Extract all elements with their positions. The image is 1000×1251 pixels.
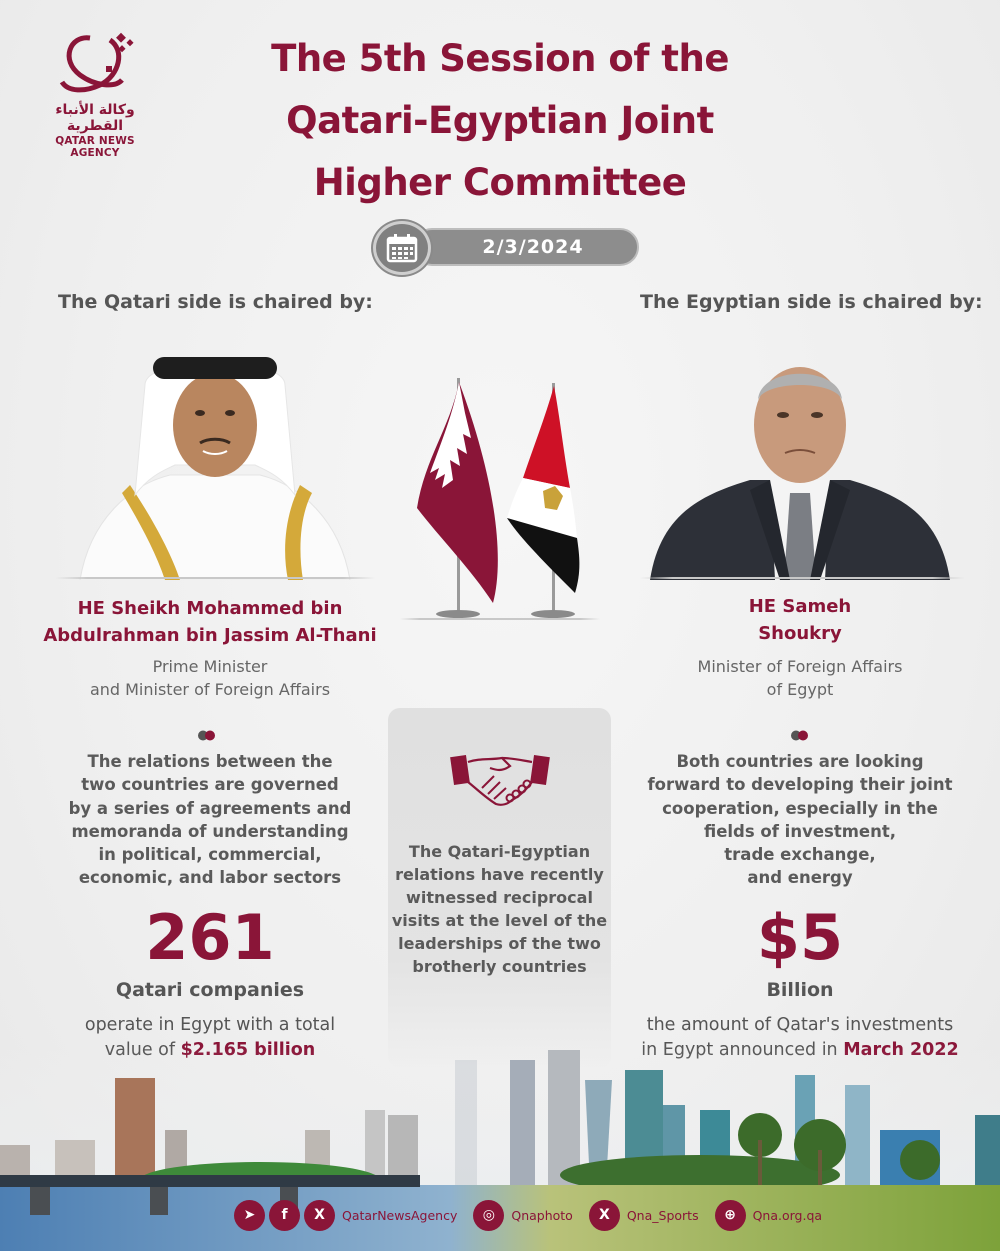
para-line: Both countries are looking	[676, 752, 924, 771]
name-line: HE Sheikh Mohammed bin	[77, 598, 343, 619]
divider	[640, 577, 965, 579]
relations-paragraph	[388, 840, 611, 978]
x-icon[interactable]: X	[304, 1200, 335, 1231]
date-badge	[373, 221, 641, 275]
divider	[400, 618, 600, 620]
egyptian-side-label: The Egyptian side is chaired by:	[640, 291, 983, 313]
divider	[55, 577, 375, 579]
stat-desc-line: operate in Egypt with a total	[84, 1015, 336, 1035]
page-title	[230, 28, 770, 214]
para-line: cooperation, especially in the	[662, 798, 938, 818]
title-line: Higher Committee	[313, 161, 687, 204]
para-line: two countries are governed	[81, 775, 339, 795]
para-line: by a series of agreements and	[68, 798, 352, 818]
para-line: trade exchange,	[724, 845, 876, 865]
egyptian-paragraph	[640, 750, 960, 890]
qatari-chair-name	[30, 595, 390, 649]
para-line: The relations between the	[87, 752, 333, 771]
para-line: relations have recently	[395, 865, 604, 884]
role-line: Prime Minister	[152, 657, 268, 676]
title-line: The 5th Session of the	[271, 37, 729, 80]
para-line: The Qatari-Egyptian	[408, 842, 591, 861]
facebook-icon[interactable]: f	[269, 1200, 300, 1231]
name-line: Shoukry	[758, 623, 842, 644]
brand-arabic-name: وكالة الأنباء القطرية	[55, 102, 135, 134]
role-line: of Egypt	[766, 680, 834, 699]
egyptian-chair-name	[630, 593, 970, 647]
date-text: 2/3/2024	[413, 228, 639, 266]
qatari-side-label: The Qatari side is chaired by:	[58, 291, 373, 313]
para-line: leaderships of the two	[398, 934, 601, 953]
brand-english-name: QATAR NEWS AGENCY	[55, 135, 135, 159]
stat-desc-line: the amount of Qatar's investments	[646, 1015, 954, 1035]
egyptian-fm-portrait	[640, 345, 960, 580]
para-line: memoranda of understanding	[71, 821, 349, 841]
qatari-pm-portrait	[50, 345, 380, 580]
para-line: forward to developing their joint	[647, 775, 953, 795]
qatari-paragraph	[60, 750, 360, 890]
title-line: Qatari-Egyptian Joint	[286, 99, 714, 142]
para-line: in political, commercial,	[98, 845, 322, 865]
flags-illustration	[405, 368, 605, 623]
para-line: visits at the level of the	[391, 911, 608, 930]
name-line: Abdulrahman bin Jassim Al-Thani	[43, 625, 377, 646]
qatari-chair	[30, 595, 390, 701]
handshake-icon	[450, 748, 550, 810]
egyptian-chair-role	[630, 655, 970, 701]
name-line: HE Sameh	[748, 596, 852, 617]
qatari-chair-role	[30, 655, 390, 701]
para-line: economic, and labor sectors	[78, 868, 342, 888]
para-line: and energy	[747, 868, 853, 888]
globe-icon[interactable]: ⊕	[715, 1200, 746, 1231]
instagram-icon[interactable]: ◎	[473, 1200, 504, 1231]
stat-number: $5	[756, 901, 844, 974]
qna-logo	[30, 30, 160, 159]
social-links	[234, 1198, 834, 1232]
x-icon[interactable]: X	[589, 1200, 620, 1231]
relations-card	[388, 708, 611, 1068]
qatari-stat	[55, 901, 365, 1063]
role-line: Minister of Foreign Affairs	[697, 657, 903, 676]
egyptian-stat	[630, 901, 970, 1063]
para-line: fields of investment,	[703, 821, 897, 841]
role-line: and Minister of Foreign Affairs	[89, 680, 331, 699]
website-link[interactable]: Qna.org.qa	[752, 1207, 823, 1223]
social-handle-qnaphoto[interactable]: Qnaphoto	[511, 1207, 573, 1223]
telegram-icon[interactable]: ➤	[234, 1200, 265, 1231]
social-handle-qna-sports[interactable]: Qna_Sports	[626, 1207, 699, 1223]
stat-number: 261	[145, 901, 275, 974]
egypt-flag	[507, 386, 579, 593]
dots-icon	[790, 730, 810, 741]
para-line: brotherly countries	[412, 957, 587, 976]
stat-label: Billion	[766, 979, 834, 1001]
calendar-icon	[373, 221, 431, 275]
dots-icon	[197, 730, 217, 741]
para-line: witnessed reciprocal	[406, 888, 593, 907]
stat-label: Qatari companies	[115, 979, 305, 1001]
social-handle-qatarnewsagency[interactable]: QatarNewsAgency	[342, 1207, 458, 1223]
egyptian-chair	[630, 593, 970, 701]
qna-emblem-icon	[50, 30, 140, 100]
